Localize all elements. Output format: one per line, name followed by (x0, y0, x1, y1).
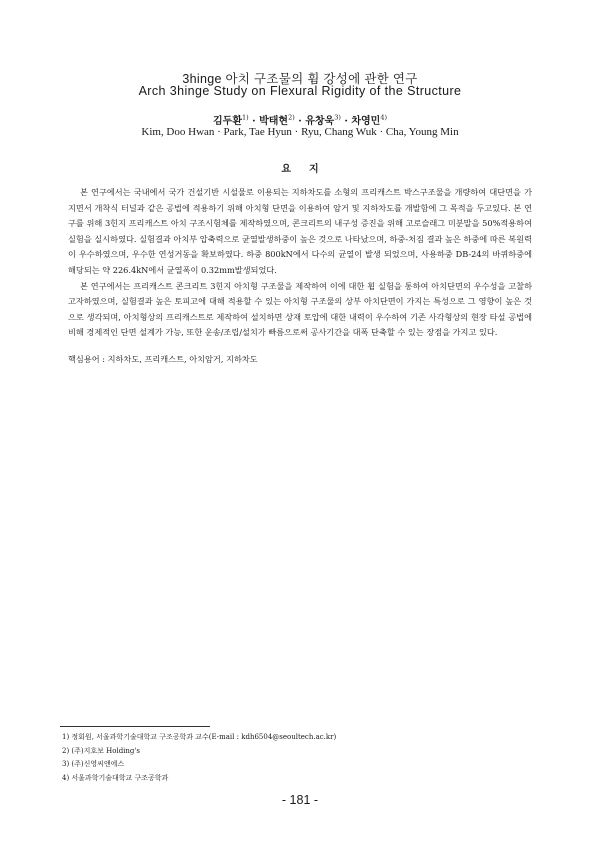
author-name: 김두환 (213, 116, 242, 127)
author-footnote-mark: 4) (380, 113, 387, 122)
keywords-line (68, 352, 532, 366)
author-name: 유창욱 (305, 116, 335, 127)
footnote: 2) (주)지호보 Holding's (62, 746, 140, 755)
abstract-paragraph: 본 연구에서는 프리캐스트 콘크리트 3힌지 아치형 구조물을 제작하여 이에 대한 휨 실험을 통하여 아치단면의 우수성을 고찰하고자하였으며, 실험결과 높은 토피고에 대해 적용할 수 있는 아치형 구조물의 상부 아치단면이 가지는 특성으로 그 영향이 높은 것으로 생각되며, 아치형상의 프리캐스트로 제작하여 설치하면 상재 토압에 대한 내력이 우수하여 기존 사각형상의 현장 타설 공법에 비해 경제적인 단면 설계가 가능, 또한 운송/조립/설치가 빠름으로써 공사기간을 대폭 단축할 수 있는 장점을 가지고 있다. (68, 280, 532, 338)
abstract-heading: 요지 (281, 164, 337, 175)
author-name: 박태현 (259, 116, 289, 127)
author-separator: · (248, 116, 260, 127)
abstract-body (68, 185, 532, 341)
author-separator: · (340, 116, 352, 127)
abstract-paragraph: 본 연구에서는 국내에서 국가 건설기반 시설물로 이용되는 지하차도를 소형의 프리캐스트 박스구조물을 개량하여 대단면을 가지면서 개착식 터널과 같은 공법에 적용하기 위해 아치형 단면을 이용하여 암거 및 지하차도를 개발함에 그 목적을 두고있다. 본 연구를 위해 3힌지 프리캐스트 아치 구조시험체를 제작하였으며, 콘크리트의 내구성 증진을 위해 고로슬래그 미분말을 50%적용하여 실험을 실시하였다. 실험결과 아치부 압축력으로 균열발생하중이 높은 것으로 나타났으며, 하중-처짐 결과 높은 하중에 따른 복원력이 우수하였으며, 우수한 연성거동을 확보하였다. 하중 800kN에서 다수의 균열이 발생 되었으며, 사용하중 DB-24의 바퀴하중에 해당되는 약 226.4kN에서 균열폭이 0.32mm발생되었다. (68, 187, 532, 275)
keywords-label: 핵심용어 : (68, 354, 108, 364)
footnotes (62, 731, 532, 785)
authors-korean (0, 112, 600, 127)
footnote: 3) (주)신영씨앤에스 (62, 760, 125, 769)
page-number: - 181 - (281, 793, 319, 807)
footnote: 1) 정회원, 서울과학기술대학교 구조공학과 교수(E-mail : kdh6504@seoultech.ac.kr) (62, 733, 337, 741)
footnote: 4) 서울과학기술대학교 구조공학과 (62, 773, 169, 782)
author-separator: · (294, 116, 306, 127)
footnote-divider (60, 726, 210, 727)
title-english: Arch 3hinge Study on Flexural Rigidity of the Structure (138, 84, 462, 98)
author-footnote-mark: 3) (334, 113, 341, 122)
author-footnote-mark: 1) (241, 113, 249, 122)
author-name: 차영민 (351, 116, 381, 127)
authors-english: Kim, Doo Hwan · Park, Tae Hyun · Ryu, Chang Wuk · Cha, Young Min (141, 126, 459, 138)
author-footnote-mark: 2) (288, 113, 295, 122)
title-korean: 3hinge 아치 구조물의 휨 강성에 관한 연구 (182, 72, 418, 86)
keywords-text: 지하차도, 프리캐스트, 아치암거, 지하차도 (107, 354, 258, 364)
